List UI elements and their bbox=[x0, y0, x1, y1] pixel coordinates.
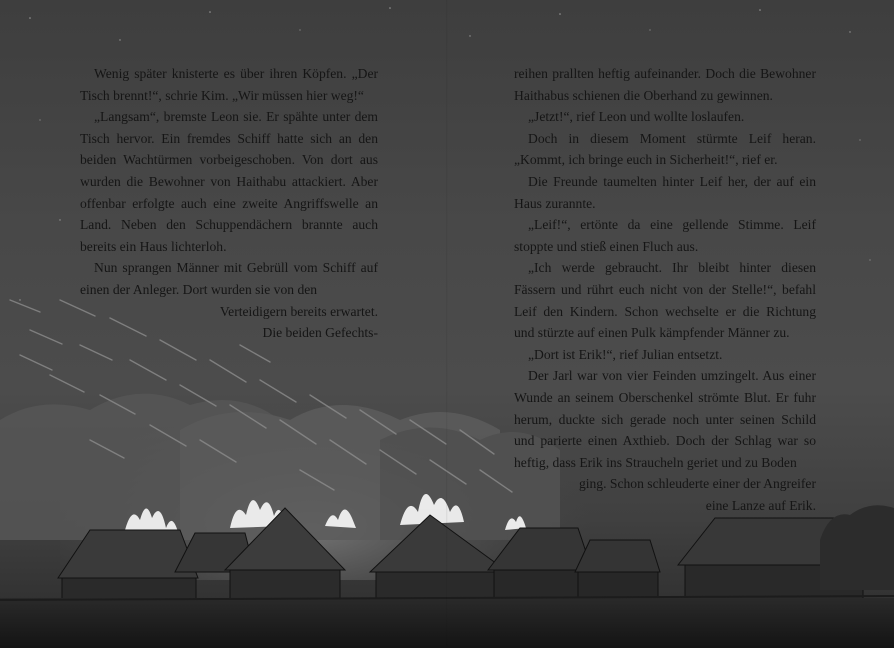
left-paragraph-3-line-c: Die beiden Gefechts- bbox=[262, 325, 378, 341]
right-paragraph-7: „Dort ist Erik!“, rief Julian entsetzt. bbox=[528, 346, 723, 362]
right-page-text bbox=[514, 63, 816, 516]
right-paragraph-8-line-c: eine Lanze auf Erik. bbox=[705, 497, 816, 513]
left-paragraph-2: „Langsam“, bremste Leon sie. Er spähte unter dem Tisch hervor. Ein fremdes Schiff hatte sich an den beiden Wachtürmen vorbeigeschoben. Von dort aus wurden die Bewohner von Haithabu attackiert. Aber offenbar erfolgte auch eine zweite Angriffswelle an Land. Neben den Schuppendächern brannte auch bereits ein Haus lichterloh. bbox=[80, 109, 378, 254]
left-paragraph-3: Nun sprangen Männer mit Gebrüll vom Schiff auf einen der Anleger. Dort wurden sie von den bbox=[80, 260, 378, 297]
right-paragraph-1: reihen prallten heftig aufeinander. Doch die Bewohner Haithabus schienen die Oberhand zu gewinnen. bbox=[514, 66, 816, 103]
book-gutter bbox=[446, 0, 448, 648]
right-paragraph-2: „Jetzt!“, rief Leon und wollte loslaufen. bbox=[528, 109, 745, 125]
left-page-text bbox=[80, 63, 378, 344]
right-paragraph-8: Der Jarl war von vier Feinden umzingelt. Aus einer Wunde an seinem Oberschenkel strömte Blut. Er fuhr herum, duckte sich gerade noch unter seinen Schild und parierte einen Axthieb. Doch der Schlag war so heftig, dass Erik ins Straucheln geriet und zu Boden bbox=[514, 368, 816, 470]
right-paragraph-5: „Leif!“, ertönte da eine gellende Stimme. Leif stoppte und stieß einen Fluch aus. bbox=[514, 217, 816, 254]
left-paragraph-3-line-b: Verteidigern bereits erwartet. bbox=[219, 303, 378, 319]
right-paragraph-6: „Ich werde gebraucht. Ihr bleibt hinter diesen Fässern und rührt euch nicht von der Stelle!“, befahl Leif den Kindern. Schon wechselte er die Richtung und stürzte auf einen Pulk kämpfender Männer zu. bbox=[514, 260, 816, 341]
right-paragraph-4: Die Freunde taumelten hinter Leif her, der auf ein Haus zurannte. bbox=[514, 173, 816, 211]
right-paragraph-3: Doch in diesem Moment stürmte Leif heran. „Kommt, ich bringe euch in Sicherheit!“, rief er. bbox=[514, 130, 816, 168]
right-paragraph-8-line-b: ging. Schon schleuderte einer der Angreifer bbox=[578, 476, 816, 492]
left-paragraph-1: Wenig später knisterte es über ihren Köpfen. „Der Tisch brennt!“, schrie Kim. „Wir müssen hier weg!“ bbox=[80, 66, 378, 103]
